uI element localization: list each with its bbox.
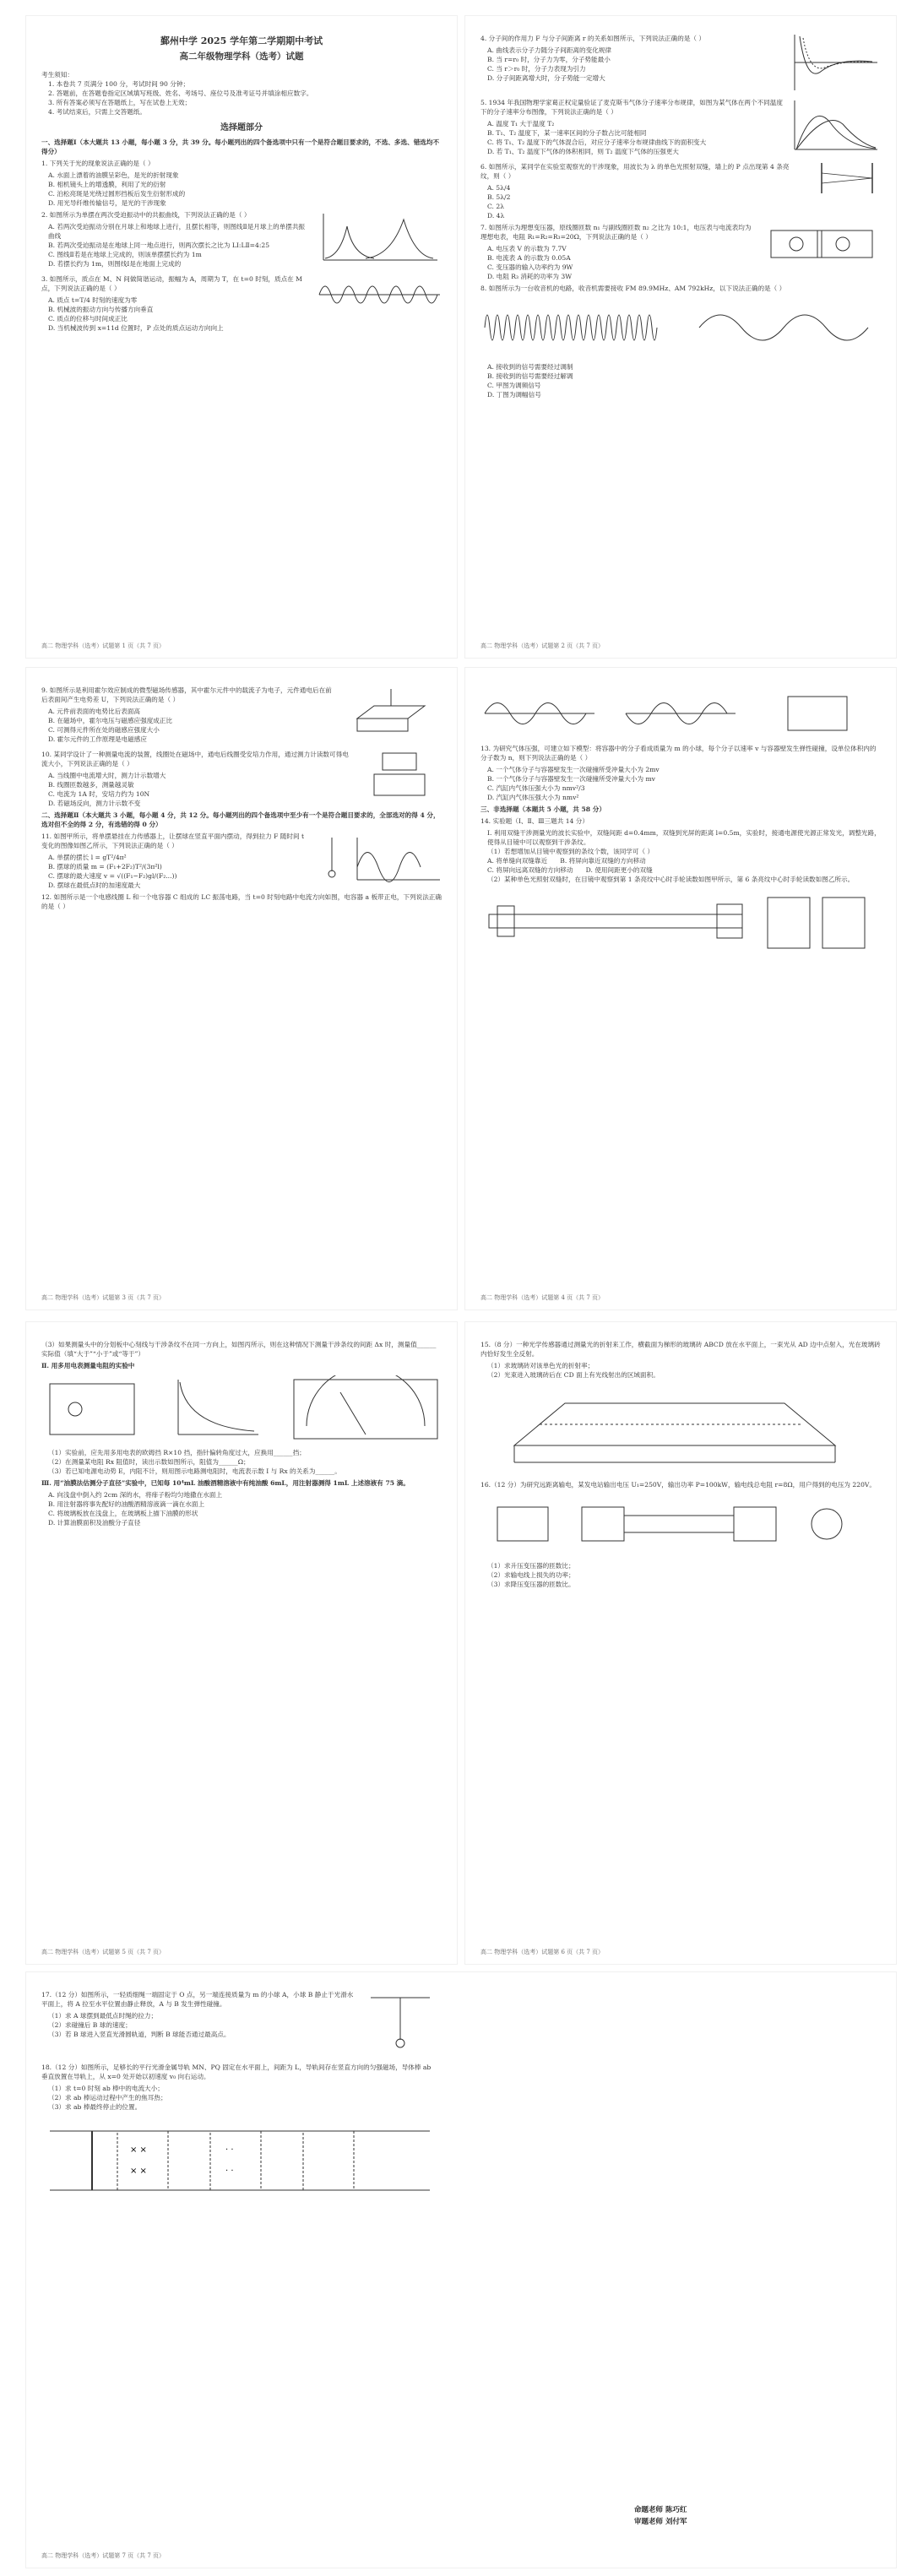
option: Ⅰ. 利用双缝干涉测量光的波长实验中，双缝间距 d=0.4mm，双缝到光屏的距离 l=0.5m，实验时，接通电源使光源正常发光，调整光路，使得从目镜中可以观察到干涉条纹。: [487, 829, 881, 846]
option: A. 当线圈中电流增大时，测力计示数增大: [48, 772, 166, 779]
lc-graphs: [480, 688, 881, 739]
page-footer: 高二 物理学科（选考）试题第 2 页（共 7 页）: [480, 643, 605, 649]
option: （1）实验前，应先用多用电表的欧姆挡 R×10 挡，指针偏转角度过大，应换用______挡；: [48, 1449, 306, 1456]
option: C. 2λ: [487, 203, 505, 210]
credits: [634, 2504, 687, 2528]
option: （1）求升压变压器的匝数比；: [487, 1562, 575, 1570]
speed-distribution-graph: [788, 97, 881, 156]
option: C. 当 r＞r₀ 时，分子力表现为引力: [487, 65, 586, 73]
option: C. 将屏向远离双缝的方向移动 D. 使用间距更小的双缝: [487, 866, 653, 874]
question-stem: Ⅱ. 用多用电表测量电阻的实验中: [41, 1362, 135, 1369]
option: B. 在磁场中，霍尔电压与磁感应强度成正比: [48, 717, 173, 724]
question-stem: 三、非选择题（本题共 5 小题，共 58 分）: [480, 805, 605, 813]
option: B. 机械波的振动方向与传播方向垂直: [48, 306, 154, 313]
option: C. 质点的位移与时间成正比: [48, 315, 128, 323]
option: A. 温度 T₁ 大于温度 T₂: [487, 120, 555, 127]
current-balance-figure: [357, 749, 442, 800]
option: C. 甲图为调频信号: [487, 382, 541, 389]
question-sub: 11. 如图甲所示，将单摆悬挂在力传感器上，让摆球在竖直平面内摆动，得到拉力 F 随时间 t 变化的图像如图乙所示，下列说法正确的是（ ）: [41, 832, 305, 849]
page-footer: 高二 物理学科（选考）试题第 3 页（共 7 页）: [41, 1294, 166, 1301]
option: D. 若摆长约为 1m，则图线Ⅰ是在地面上完成的: [48, 260, 182, 268]
question-stem: 5. 1934 年我国物理学家葛正权定量验证了麦克斯韦气体分子速率分布规律，如图为某气体在两个不同温度下的分子速率分布图像，下列说法正确的是（ ）: [480, 99, 783, 116]
option: D. 当机械波传到 x=11d 位置时，P 点处的质点运动方向向上: [48, 324, 224, 332]
option: A. 接收到的信号需要经过调制: [487, 363, 573, 371]
page-footer: 高二 物理学科（选考）试题第 6 页（共 7 页）: [480, 1949, 605, 1955]
option: A. 质点 t=T/4 时刻的速度为零: [48, 296, 138, 304]
option: A. 电压表 V 的示数为 7.7V: [487, 245, 567, 252]
exam-page-2: [464, 15, 897, 659]
double-slit-figure: [805, 161, 881, 195]
option: D. 4λ: [487, 212, 505, 220]
option: A. 若两次受迫振动分别在月球上和地球上进行，且摆长相等，则图线Ⅱ是月球上的单摆共振曲线: [48, 223, 306, 240]
exam-page-4: [464, 667, 897, 1310]
option: C. 泊松亮斑是光绕过圆形挡板后发生衍射形成的: [48, 190, 186, 198]
question-stem: 二、选择题Ⅱ（本大题共 3 小题，每小题 4 分，共 12 分。每小题列出的四个备选项中至少有一个是符合题目要求的，全部选对的得 4 分，选对但不全的得 2 分，有选错的得 0 分）: [41, 811, 440, 828]
option: A. 曲线表示分子力随分子间距离的变化规律: [487, 46, 611, 54]
option: D. 霍尔元件的工作原理是电磁感应: [48, 735, 147, 743]
option: B. 线圈匝数越多，测量越灵敏: [48, 781, 134, 789]
interference-apparatus: [480, 889, 881, 959]
setter-credit: 命题老师 陈巧红: [634, 2506, 687, 2514]
question-sub: 1. 下列关于光的现象说法正确的是（ ）: [41, 160, 155, 167]
wave-figure: [315, 274, 442, 316]
option: D. 汽缸内气体压强大小为 nmv²: [487, 794, 579, 801]
option: A. 向浅盘中倒入约 2cm 深的水，将痱子粉均匀地撒在水面上: [48, 1491, 223, 1499]
option: D. 计算油膜面积及油酸分子直径: [48, 1519, 141, 1527]
question-stem: 3. 如图所示，质点在 M、N 间做简谐运动，振幅为 A，周期为 T，在 t=0 时刻，质点在 M 点，下列说法正确的是（ ）: [41, 275, 302, 292]
question-stem: （3）如果测量头中的分划板中心刻线与干涉条纹不在同一方向上，如图丙所示，则在这种情况下测量干涉条纹的间距 Δx 时，测量值______实际值（填“大于”“小于”或“等于”）: [41, 1341, 437, 1358]
option: A. 单摆的摆长 l = gT²/4π²: [48, 854, 127, 861]
option: B. 相机镜头上的增透膜，利用了光的衍射: [48, 181, 166, 188]
option: C. 摆球的最大速度 v = √((F₁−F₂)gl/(F₂...)): [48, 872, 177, 880]
option: B. T₁、T₂ 温度下，某一速率区间的分子数占比可能相同: [487, 129, 647, 137]
option: D. 丁图为调幅信号: [487, 391, 541, 399]
option: B. 电流表 A 的示数为 0.05A: [487, 254, 571, 262]
option: C. 将 T₁、T₂ 温度下的气体混合后，对应分子速率分布规律曲线下的面积变大: [487, 138, 707, 146]
option: （3）求 ab 棒最终停止的位置。: [48, 2103, 142, 2111]
question-stem: 12. 如图所示是一个电感线圈 L 和一个电容器 C 组成的 LC 振荡电路，当 t=0 时刻电路中电流方向如图，电容器 a 板带正电，下列说法正确的是（ ）: [41, 893, 442, 910]
option: （2）在测量某电阻 Rx 阻值时，读出示数如图所示，阻值为______Ω；: [48, 1458, 250, 1466]
notice-1: 1. 本卷共 7 页满分 100 分，考试时间 90 分钟；: [48, 80, 190, 88]
page-footer: 高二 物理学科（选考）试题第 5 页（共 7 页）: [41, 1949, 166, 1955]
option: （1）求 t=0 时刻 ab 棒中的电流大小；: [48, 2085, 164, 2092]
option: D. 用光导纤维传输信号，是光的干涉现象: [48, 199, 166, 207]
option: A. 5λ/4: [487, 184, 511, 192]
svg-text:× ×: × ×: [130, 2145, 147, 2155]
reviewer-credit: 审题老师 刘付军: [634, 2518, 687, 2526]
option: （1）若想增加从目镜中观察到的条纹个数，该同学可（ ）: [487, 848, 654, 855]
option: D. 若 T₁、T₂ 温度下气体的体积相同，则 T₂ 温度下气体的压强更大: [487, 148, 679, 155]
option: C. 图线Ⅱ若是在地球上完成的，则该单摆摆长约为 1m: [48, 251, 202, 258]
option: D. 电阻 R₃ 消耗的功率为 3W: [487, 273, 573, 280]
page-footer: 高二 物理学科（选考）试题第 4 页（共 7 页）: [480, 1294, 605, 1301]
transformer-circuit: [763, 222, 881, 264]
svg-text:× ×: × ×: [130, 2167, 147, 2176]
section-heading: 选择题部分: [220, 123, 263, 133]
option: A. 元件前表面的电势比后表面高: [48, 708, 141, 715]
option: （2）求 ab 棒运动过程中产生的焦耳热；: [48, 2094, 167, 2101]
option: C. 变压器的输入功率约为 9W: [487, 263, 573, 271]
option: B. 接收到的信号需要经过解调: [487, 372, 573, 380]
pendulum-collision-figure: [362, 1989, 438, 2057]
notice-4: 4. 考试结束后，只需上交答题纸。: [48, 108, 146, 116]
rail-magnetic-field-figure: [41, 2118, 438, 2205]
option: B. 5λ/2: [487, 193, 511, 201]
hall-sensor-figure: [340, 685, 442, 744]
question-stem: 8. 如图所示为一台收音机的电路，收音机需要接收 FM 89.9MHz、AM 792kHz，以下说法正确的是（ ）: [480, 285, 786, 292]
option: A. 水面上漂着的油膜呈彩色，是光的折射现象: [48, 171, 179, 179]
option: （2）求碰撞后 B 球的速度；: [48, 2021, 132, 2029]
option: （3）若已知电源电动势 E，内阻不计，则用图示电路测电阻时，电流表示数 I 与 Rx 的关系为______。: [48, 1467, 341, 1475]
exam-page-5: [25, 1321, 458, 1965]
question-stem: 17.（12 分）如图所示，一轻质细绳一端固定于 O 点，另一端连接质量为 m 的小球 A，小球 B 静止于光滑水平面上，将 A 拉至水平位置由静止释放，A 与 B 发生弹性碰撞。: [41, 1991, 354, 2008]
option: A. 将单缝向双缝靠近 B. 将屏向靠近双缝的方向移动: [487, 857, 646, 865]
option: C. 可测得元件所在处的磁感应强度大小: [48, 726, 160, 734]
multimeter-figures: [41, 1375, 442, 1443]
question-stem: 6. 如图所示，某同学在实验室观察光的干涉现象，用波长为 λ 的单色光照射双缝，墙上的 P 点出现第 4 条亮纹，则（ ）: [480, 163, 790, 180]
svg-text:· ·: · ·: [225, 2167, 234, 2176]
page-footer: 高二 物理学科（选考）试题第 1 页（共 7 页）: [41, 643, 166, 649]
exam-page-6: [464, 1321, 897, 1965]
question-stem: 9. 如图所示是利用霍尔效应制成的微型磁场传感器，其中霍尔元件中的载流子为电子，元件通电后在前后表面间产生电势差 U，下列说法正确的是（ ）: [41, 686, 332, 703]
power-transmission-figure: [480, 1494, 881, 1556]
option: （2）光束进入玻璃砖后在 CD 面上有光线射出的区域面积。: [487, 1371, 660, 1379]
exam-page-1: [25, 15, 458, 659]
question-stem: 18.（12 分）如图所示，足够长的平行光滑金属导轨 MN、PQ 固定在水平面上，间距为 L，导轨间存在竖直方向的匀强磁场，导体棒 ab 垂直放置在导轨上，从 x=0 处开始以初速度 v₀ 向右运动。: [41, 2064, 432, 2080]
molecular-force-graph: [788, 33, 881, 92]
question-stem: 一、选择题Ⅰ（本大题共 13 小题，每小题 3 分，共 39 分。每小题列出的四个备选项中只有一个是符合题目要求的，不选、多选、错选均不得分）: [41, 138, 440, 155]
option: （1）求 A 球摆到最低点时绳的拉力；: [48, 2012, 158, 2020]
exam-page-7: [25, 1971, 897, 2568]
question-stem: 4. 分子间的作用力 F 与分子间距离 r 的关系如图所示，下列说法正确的是（ ）: [480, 35, 706, 42]
school-title: 鄞州中学 2025 学年第二学期期中考试: [160, 35, 323, 46]
option: C. 将玻璃板放在浅盘上，在玻璃板上描下油膜的形状: [48, 1510, 198, 1517]
signal-waveforms: [480, 298, 881, 357]
question-stem: 15.（8 分）一种光学传感器通过测量光的折射来工作，横截面为梯形的玻璃砖 ABCD 放在水平面上，一束光从 AD 边中点射入，光在玻璃砖内恰好发生全反射。: [480, 1341, 881, 1358]
option: B. 用注射器将事先配好的油酸酒精溶液滴一滴在水面上: [48, 1500, 205, 1508]
option: C. 电流为 1A 时，安培力约为 10N: [48, 790, 150, 798]
option: C. 汽缸内气体压强大小为 nmv²/3: [487, 784, 585, 792]
option: （2）求输电线上损失的功率；: [487, 1571, 575, 1579]
option: （3）若 B 球进入竖直光滑圆轨道，判断 B 球能否通过最高点。: [48, 2031, 231, 2038]
question-stem: 10. 某同学设计了一种测量电流的装置，线圈处在磁场中，通电后线圈受安培力作用，通过测力计读数可得电流大小，下列说法正确的是（ ）: [41, 751, 349, 767]
option: （2）某种单色光照射双缝时，在目镜中观察到第 1 条亮纹中心时手轮读数如图甲所示，第 6 条亮纹中心时手轮读数如图乙所示。: [487, 876, 855, 883]
resonance-curve-figure: [315, 209, 442, 268]
option: （1）求玻璃砖对该单色光的折射率；: [487, 1362, 594, 1369]
notice-3: 3. 所有答案必须写在答题纸上，写在试卷上无效；: [48, 99, 192, 106]
page-footer: 高二 物理学科（选考）试题第 7 页（共 7 页）: [41, 2552, 166, 2559]
option: B. 摆球的质量 m = (F₁+2F₂)T²/(3π²l): [48, 863, 162, 870]
option: D. 若磁场反向，测力计示数不变: [48, 800, 141, 807]
question-sub: 14. 实验题（Ⅰ、Ⅱ、Ⅲ三题共 14 分）: [480, 817, 589, 825]
pendulum-force-figure: [315, 833, 442, 884]
option: D. 分子间距离增大时，分子势能一定增大: [487, 74, 605, 82]
notice-2: 2. 答题前，在答题卷指定区域填写班级、姓名、考场号、座位号及准考证号并填涂相应数字。: [48, 89, 313, 97]
question-stem: 2. 如图所示为单摆在两次受迫振动中的共振曲线，下列说法正确的是（ ）: [41, 211, 251, 219]
option: B. 当 r=r₀ 时，分子力为零，分子势能最小: [487, 56, 611, 63]
exam-page-3: [25, 667, 458, 1310]
question-stem: Ⅲ. 用“油膜法估测分子直径”实验中，已知每 10⁴mL 油酸酒精溶液中有纯油酸 6mL，用注射器测得 1mL 上述溶液有 75 滴。: [41, 1479, 410, 1487]
question-stem: 7. 如图所示为理想变压器，原线圈匝数 n₁ 与副线圈匝数 n₂ 之比为 10:1，电压表与电流表均为理想电表，电阻 R₁=R₂=R₃=20Ω，下列说法正确的是（ ）: [480, 224, 752, 241]
question-stem: 13. 为研究气体压强，可建立如下模型：将容器中的分子看成质量为 m 的小球，每个分子以速率 v 与容器壁发生弹性碰撞，设单位体积内的分子数为 n，则下列说法正确的是（ ）: [480, 745, 877, 762]
glass-prism-figure: [480, 1386, 881, 1473]
option: D. 摆球在最低点时的加速度最大: [48, 881, 141, 889]
question-stem: 16.（12 分）为研究远距离输电，某发电站输出电压 U₁=250V，输出功率 P=100kW，输电线总电阻 r=8Ω，用户得到的电压为 220V。: [480, 1481, 876, 1489]
notice-heading: 考生须知：: [41, 71, 73, 79]
option: （3）求降压变压器的匝数比。: [487, 1581, 575, 1588]
exam-title: 高二年级物理学科（选考）试题: [179, 52, 304, 62]
svg-text:· ·: · ·: [225, 2145, 234, 2155]
option: B. 若两次受迫振动是在地球上同一地点进行，则两次摆长之比为 LⅠ:LⅡ=4:25: [48, 241, 270, 249]
option: B. 一个气体分子与容器壁发生一次碰撞所受冲量大小为 mv: [487, 775, 655, 783]
option: A. 一个气体分子与容器壁发生一次碰撞所受冲量大小为 2mv: [487, 766, 660, 773]
